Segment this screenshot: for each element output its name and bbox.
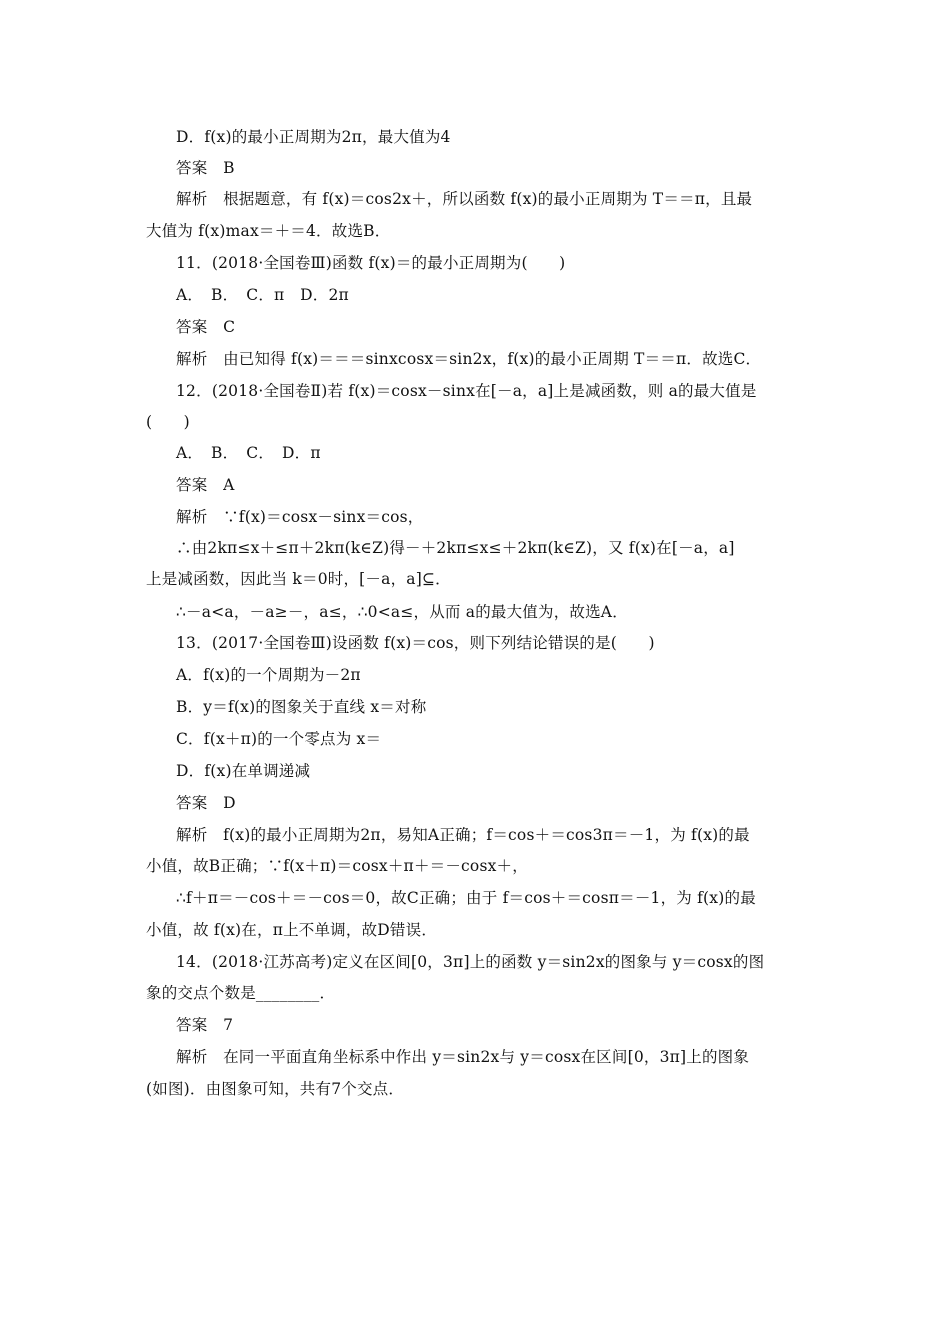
analysis-continuation: 上是减函数，因此当 k＝0时，[－a，a]⊆． — [146, 570, 451, 588]
question-13: 13．(2017·全国卷Ⅲ)设函数 f(x)＝cos，则下列结论错误的是( ) — [176, 634, 655, 652]
option-b-line: B．y＝f(x)的图象关于直线 x＝对称 — [176, 698, 427, 716]
analysis-line: 解析 f(x)的最小正周期为2π，易知A正确；f＝cos＋＝cos3π＝－1，为 f(x)的最 — [176, 826, 750, 844]
answer-line: 答案 7 — [176, 1016, 234, 1034]
analysis-line: 解析 根据题意，有 f(x)＝cos2x＋，所以函数 f(x)的最小正周期为 T＝＝π，且最 — [176, 190, 753, 208]
question-14-continuation: 象的交点个数是________． — [146, 984, 336, 1002]
analysis-line: 解析 在同一平面直角坐标系中作出 y＝sin2x与 y＝cosx在区间[0，3π]上的图象 — [176, 1048, 750, 1066]
analysis-continuation: 小值，故B正确；∵f(x＋π)＝cosx＋π＋＝－cosx＋， — [146, 857, 528, 875]
option-d-line: D．f(x)的最小正周期为2π，最大值为4 — [176, 128, 451, 146]
analysis-line: ∴－a<a，－a≥－，a≤，∴0<a≤，从而 a的最大值为，故选A． — [176, 603, 628, 621]
question-12-continuation: ( ) — [146, 413, 190, 431]
answer-line: 答案 D — [176, 794, 236, 812]
analysis-continuation: 小值，故 f(x)在，π上不单调，故D错误． — [146, 921, 438, 939]
answer-line: 答案 B — [176, 159, 235, 177]
analysis-continuation: 大值为 f(x)max＝＋＝4．故选B． — [146, 222, 391, 240]
question-11-options: A． B． C．π D．2π — [176, 286, 349, 304]
analysis-line: 解析 由已知得 f(x)＝＝＝sinxcosx＝sin2x，f(x)的最小正周期 T＝＝π．故选C． — [176, 350, 762, 368]
question-11: 11．(2018·全国卷Ⅲ)函数 f(x)＝的最小正周期为( ) — [176, 254, 566, 272]
option-c-line: C．f(x＋π)的一个零点为 x＝ — [176, 730, 382, 748]
answer-line: 答案 A — [176, 476, 235, 494]
analysis-line: ∴f＋π＝－cos＋＝－cos＝0，故C正确；由于 f＝cos＋＝cosπ＝－1，为 f(x)的最 — [176, 889, 756, 907]
question-12: 12．(2018·全国卷Ⅱ)若 f(x)＝cosx－sinx在[－a，a]上是减函数，则 a的最大值是 — [176, 382, 757, 400]
option-d-line: D．f(x)在单调递减 — [176, 762, 311, 780]
analysis-line: 解析 ∵f(x)＝cosx－sinx＝cos， — [176, 508, 424, 526]
question-14: 14．(2018·江苏高考)定义在区间[0，3π]上的函数 y＝sin2x的图象与 y＝cosx的图 — [176, 953, 765, 971]
answer-line: 答案 C — [176, 318, 236, 336]
analysis-continuation: (如图)．由图象可知，共有7个交点． — [146, 1080, 405, 1098]
question-12-options: A． B． C． D．π — [176, 444, 321, 462]
analysis-line: ∴由2kπ≤x＋≤π＋2kπ(k∈Z)得－＋2kπ≤x≤＋2kπ(k∈Z)，又 f(x)在[－a，a] — [176, 539, 735, 557]
option-a-line: A．f(x)的一个周期为－2π — [176, 666, 361, 684]
